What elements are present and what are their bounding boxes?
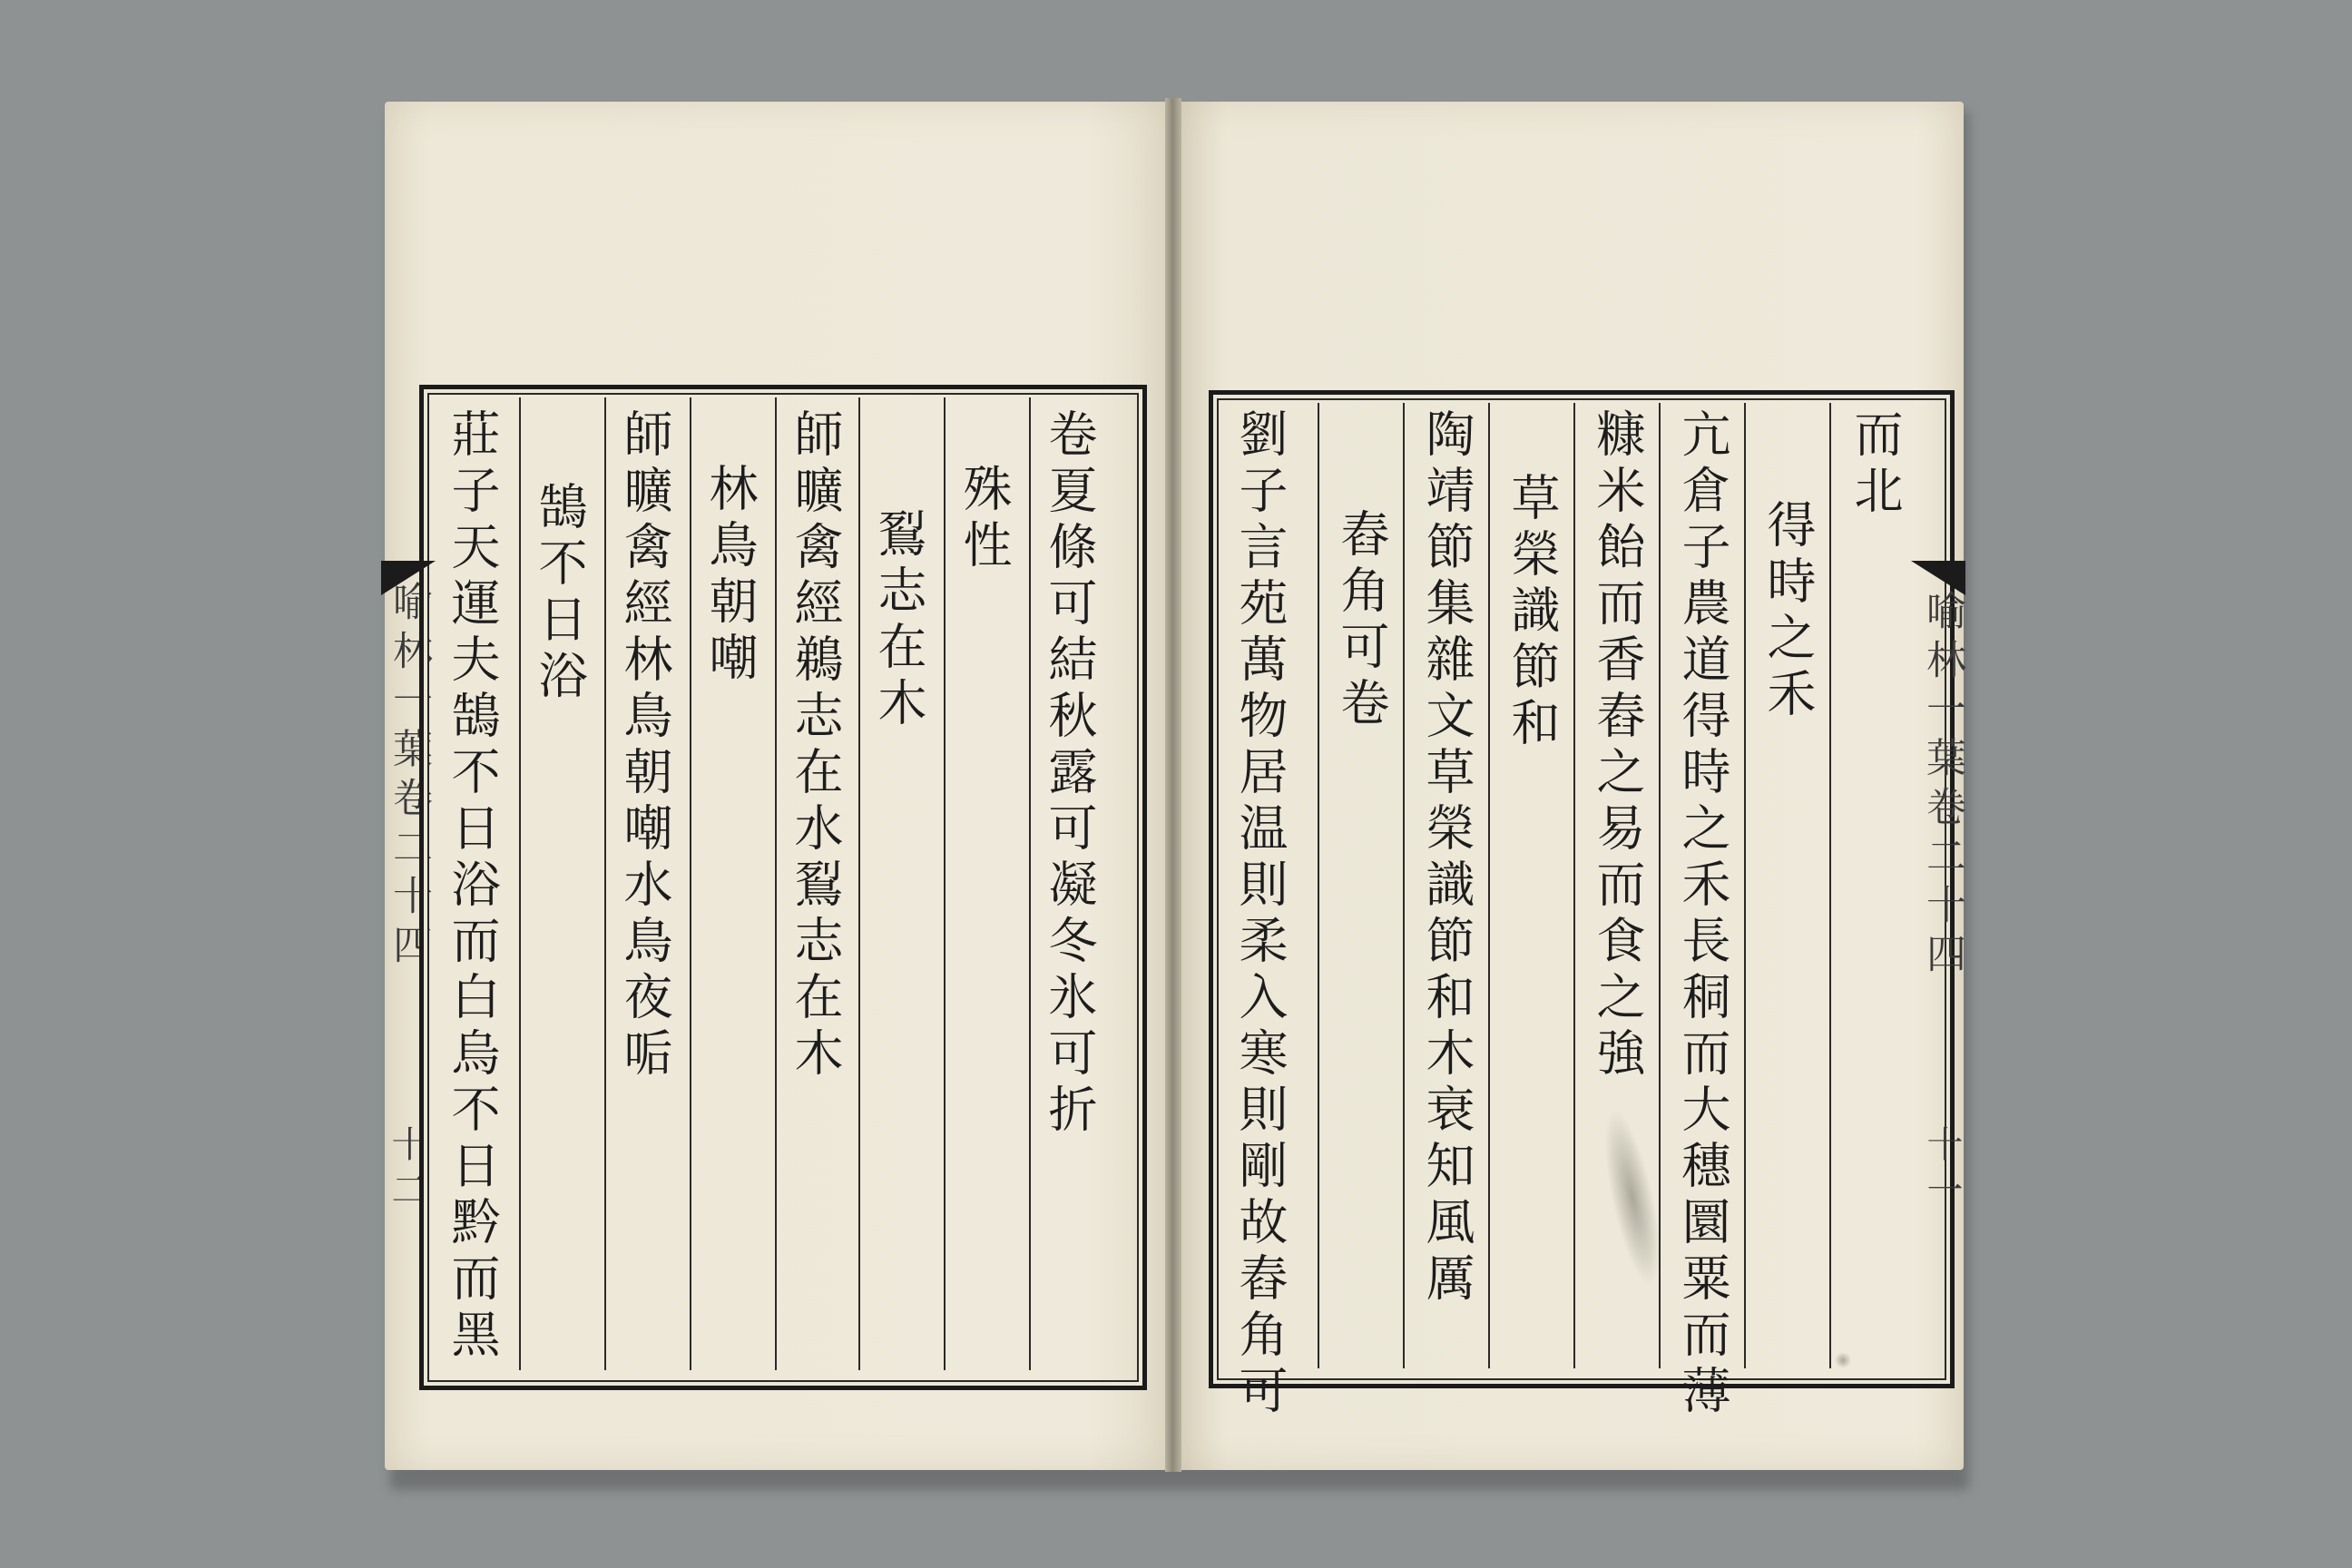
left-column-6: 師曠禽經林鳥朝嘲水鳥夜㖃 (616, 408, 673, 1083)
right-margin-slip: 喻林一葉卷二十四 (1919, 590, 1965, 982)
column-rule (1659, 403, 1661, 1368)
left-text-frame (419, 385, 1147, 1390)
column-rule (1829, 403, 1831, 1368)
column-rule (858, 397, 860, 1370)
column-rule (1488, 403, 1490, 1368)
right-text-frame (1209, 390, 1955, 1388)
book-gutter (1165, 98, 1181, 1472)
right-column-6: 陶靖節集雜文草榮識節和木衰知風厲 (1418, 408, 1475, 1308)
column-rule (604, 397, 606, 1370)
right-column-8: 劉子言苑萬物居温則柔入寒則剛故舂角可 (1231, 408, 1289, 1421)
column-rule (1403, 403, 1405, 1368)
right-fishtail-mark (1911, 561, 1965, 597)
left-column-7: 鵠不日浴 (531, 481, 588, 706)
right-column-3: 亢倉子農道得時之禾長秱而大穗圜粟而薄 (1674, 408, 1731, 1421)
left-column-2: 殊性 (956, 463, 1013, 575)
left-column-4: 師曠禽經鵜志在水鴷志在木 (787, 408, 844, 1083)
column-rule (690, 397, 691, 1370)
left-column-1: 卷夏條可結秋露可凝冬氷可折 (1041, 408, 1098, 1140)
right-column-1: 而北 (1847, 408, 1904, 521)
column-rule (1029, 397, 1031, 1370)
column-rule (1318, 403, 1319, 1368)
paper-stain-small (1835, 1352, 1851, 1368)
left-margin-page-number: 十二 (386, 1125, 427, 1216)
right-column-4: 糠米飴而香舂之易而食之強 (1589, 408, 1646, 1083)
right-column-5: 草榮識節和 (1504, 472, 1561, 753)
right-column-7: 舂角可卷 (1333, 508, 1390, 733)
right-margin-page-number: 十一 (1921, 1125, 1963, 1216)
column-rule (1573, 403, 1575, 1368)
left-margin-slip: 喻林一葉卷二十四 (386, 581, 432, 973)
left-column-8: 莊子天運夫鵠不日浴而白烏不日黔而黑 (444, 408, 501, 1365)
right-column-2: 得時之禾 (1759, 499, 1817, 724)
left-column-5: 林鳥朝嘲 (701, 463, 759, 688)
left-fishtail-mark (381, 561, 436, 597)
left-column-3: 鴷志在木 (870, 508, 927, 733)
column-rule (775, 397, 777, 1370)
column-rule (1744, 403, 1746, 1368)
column-rule (944, 397, 946, 1370)
column-rule (519, 397, 521, 1370)
